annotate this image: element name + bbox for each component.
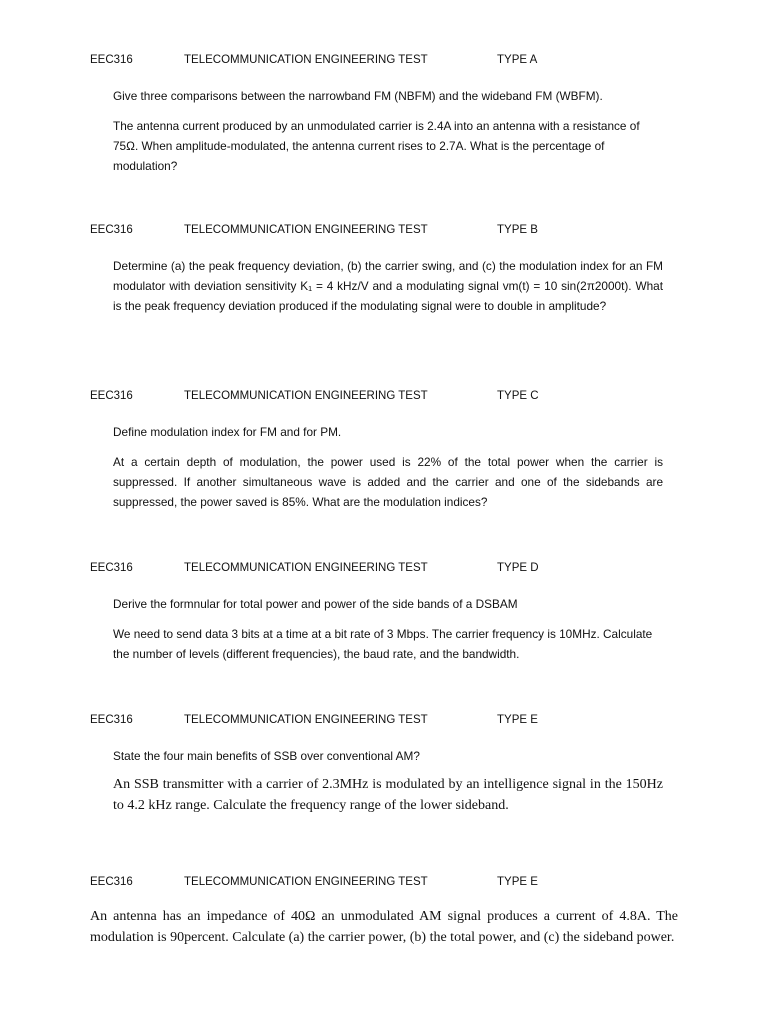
test-section-b [0,224,768,316]
test-type: TYPE D [497,562,539,574]
test-title: TELECOMMUNICATION ENGINEERING TEST [184,390,428,402]
test-type: TYPE C [497,390,539,402]
test-title: TELECOMMUNICATION ENGINEERING TEST [184,224,428,236]
test-title: TELECOMMUNICATION ENGINEERING TEST [184,714,428,726]
test-type: TYPE A [497,54,538,66]
question-1: Derive the formnular for total power and power of the side bands of a DSBAM [113,597,518,611]
question-1: Define modulation index for FM and for PM. [113,425,342,439]
test-section-a [0,54,768,176]
test-section-d [0,562,768,664]
question-2: We need to send data 3 bits at a time at a bit rate of 3 Mbps. The carrier frequency is 10MHz. Calculate the number of levels (different frequencies), the baud rate, and the bandwidth. [113,627,653,661]
course-code: EEC316 [90,390,133,402]
question-1: An antenna has an impedance of 40Ω an unmodulated AM signal produces a current of 4.8A. The modulation is 90percent. Calculate (a) the carrier power, (b) the total power, and (c) the sideband power. [90,909,678,945]
section-header [0,714,768,732]
course-code: EEC316 [90,876,133,888]
test-type: TYPE E [497,876,538,888]
section-header [0,54,768,72]
test-title: TELECOMMUNICATION ENGINEERING TEST [184,562,428,574]
test-section-e2 [0,876,768,948]
course-code: EEC316 [90,562,133,574]
course-code: EEC316 [90,54,133,66]
question-1: Determine (a) the peak frequency deviation, (b) the carrier swing, and (c) the modulation index for an FM modulator with deviation sensitivity K₁ = 4 kHz/V and a modulating signal vm(t) = 10 sin(2π2000t). What is the peak frequency deviation produced if the modulating signal were to double in amplitude? [113,259,663,313]
test-title: TELECOMMUNICATION ENGINEERING TEST [184,54,428,66]
section-header [0,390,768,408]
test-section-e [0,714,768,816]
test-type: TYPE B [497,224,538,236]
test-section-c [0,390,768,512]
question-1: State the four main benefits of SSB over conventional AM? [113,749,420,763]
section-header [0,562,768,580]
section-header [0,876,768,894]
test-title: TELECOMMUNICATION ENGINEERING TEST [184,876,428,888]
test-type: TYPE E [497,714,538,726]
section-header [0,224,768,242]
question-2: The antenna current produced by an unmodulated carrier is 2.4A into an antenna with a resistance of 75Ω. When amplitude-modulated, the antenna current rises to 2.7A. What is the percentage of modulation? [113,119,640,173]
course-code: EEC316 [90,714,133,726]
course-code: EEC316 [90,224,133,236]
question-2: An SSB transmitter with a carrier of 2.3MHz is modulated by an intelligence signal in the 150Hz to 4.2 kHz range. Calculate the frequency range of the lower sideband. [113,777,663,813]
question-1: Give three comparisons between the narrowband FM (NBFM) and the wideband FM (WBFM). [113,89,603,103]
question-2: At a certain depth of modulation, the power used is 22% of the total power when the carrier is suppressed. If another simultaneous wave is added and the carrier and one of the sidebands are suppressed, the power saved is 85%. What are the modulation indices? [113,455,663,509]
